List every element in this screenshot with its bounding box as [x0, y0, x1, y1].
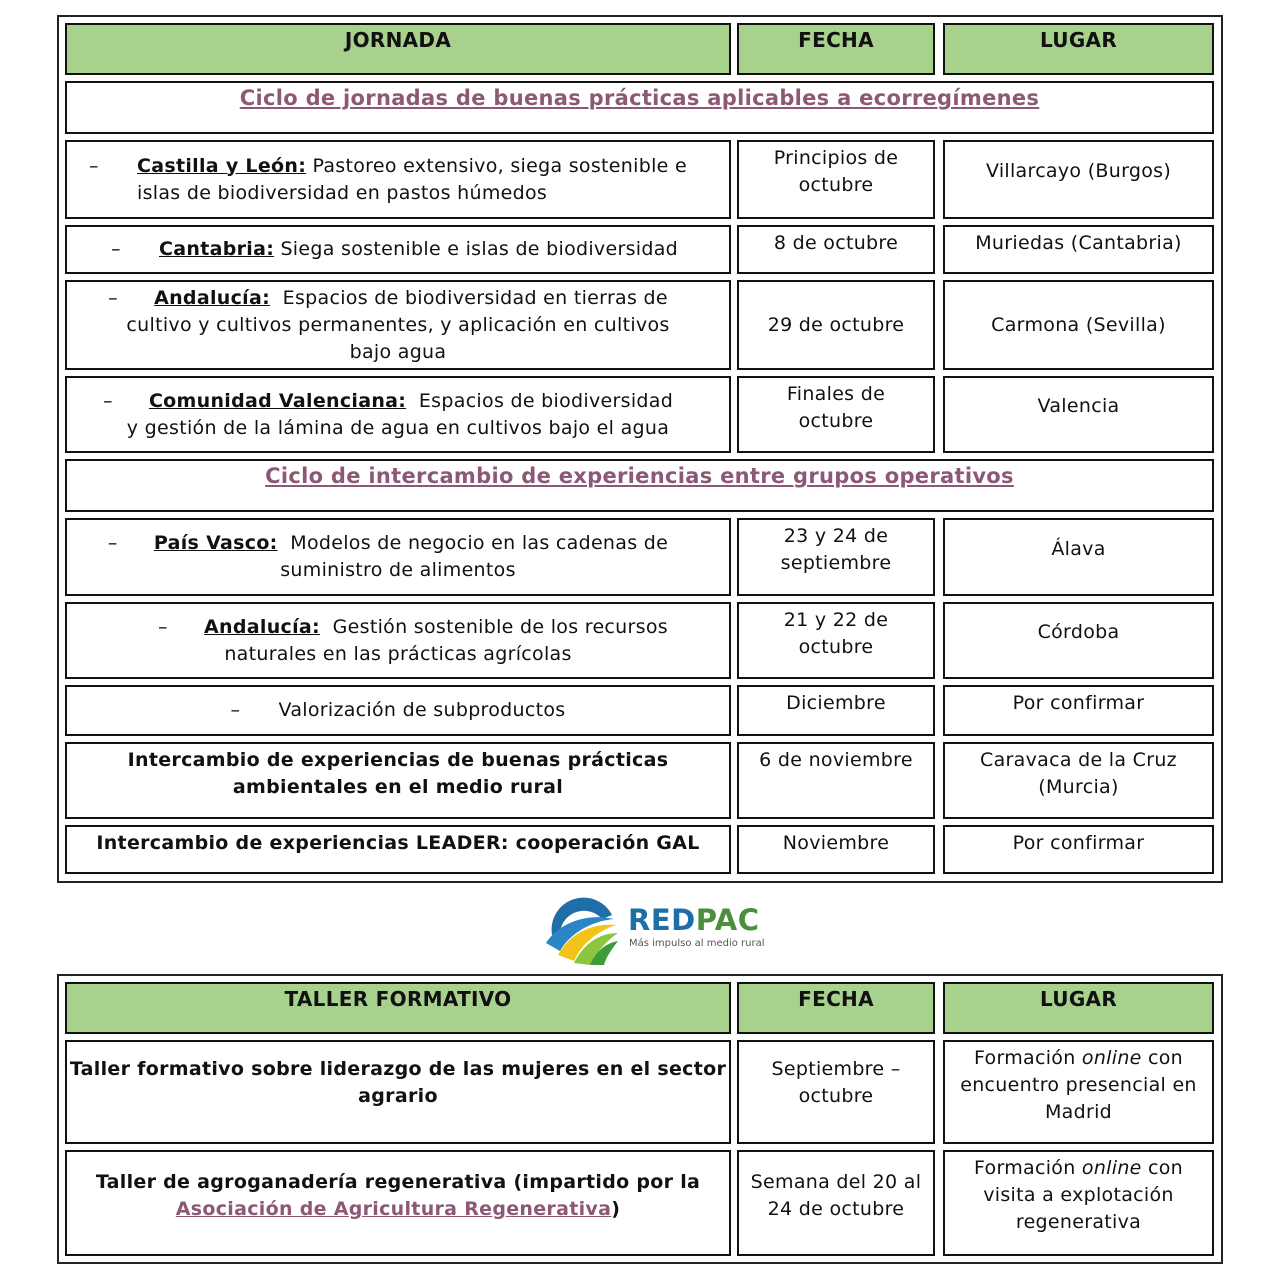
- header-lugar-label: LUGAR: [1039, 987, 1118, 1011]
- fecha-cell: [737, 1040, 935, 1144]
- header-lugar-label: LUGAR: [1039, 28, 1118, 52]
- region-label: Cantabria:: [159, 238, 275, 260]
- lugar-cell: [943, 685, 1214, 736]
- fecha-text: 8 de octubre: [773, 232, 899, 254]
- lugar-text: Álava: [1051, 537, 1106, 560]
- section-ecorregimenes: [65, 81, 1214, 134]
- fecha-cell: [737, 140, 935, 219]
- table-row-jornada: [65, 742, 731, 819]
- lugar-cell: [943, 280, 1214, 370]
- lugar-cell: [943, 1150, 1214, 1256]
- jornada-text: Intercambio de experiencias de buenas prácticas: [127, 749, 669, 771]
- jornada-text: Siega sostenible e islas de biodiversidad: [274, 238, 679, 260]
- dash-bullet: –: [158, 615, 168, 638]
- jornada-text: Espacios de biodiversidad en tierras de: [269, 286, 668, 309]
- lugar-cell: [943, 518, 1214, 596]
- lugar-text: con: [1141, 1157, 1184, 1179]
- lugar-cell: [943, 742, 1214, 819]
- jornada-text: naturales en las prácticas agrícolas: [224, 642, 572, 665]
- lugar-text: (Murcia): [1038, 776, 1119, 798]
- lugar-online: online: [1081, 1047, 1142, 1069]
- region-label: Andalucía:: [204, 615, 320, 638]
- fecha-text: Diciembre: [786, 692, 886, 714]
- jornada-text: Intercambio de experiencias LEADER: cooperación GAL: [96, 832, 700, 854]
- section-grupos-operativos: [65, 459, 1214, 512]
- fecha-cell: [737, 825, 935, 874]
- lugar-text: Muriedas (Cantabria): [975, 232, 1182, 254]
- header-jornada: [65, 23, 731, 75]
- fecha-cell: [737, 518, 935, 596]
- fecha-cell: [737, 376, 935, 453]
- taller-text: ): [611, 1198, 621, 1220]
- jornada-text: cultivo y cultivos permanentes, y aplicación en cultivos: [126, 313, 670, 336]
- lugar-text: Caravaca de la Cruz: [980, 749, 1177, 771]
- table-row-taller: [65, 1150, 731, 1256]
- lugar-online: online: [1081, 1157, 1142, 1179]
- fecha-cell: [737, 280, 935, 370]
- region-label: País Vasco:: [153, 532, 278, 554]
- fecha-text: Principios de: [773, 147, 899, 169]
- fecha-text: septiembre: [780, 552, 892, 574]
- jornada-text: islas de biodiversidad en pastos húmedos: [137, 181, 548, 204]
- region-label: Comunidad Valenciana:: [148, 389, 407, 412]
- jornada-text: Valorización de subproductos: [278, 699, 566, 721]
- jornada-text: Gestión sostenible de los recursos: [319, 615, 668, 638]
- lugar-text: encuentro presencial en: [960, 1074, 1197, 1096]
- table-row-jornada: [65, 140, 731, 219]
- taller-text: Taller formativo sobre liderazgo de las mujeres en el sector: [69, 1058, 727, 1080]
- section-title: Ciclo de jornadas de buenas prácticas aplicables a ecorregímenes: [239, 86, 1040, 110]
- header-fecha: [737, 982, 935, 1034]
- lugar-cell: [943, 602, 1214, 679]
- lugar-cell: [943, 376, 1214, 453]
- lugar-text: Madrid: [1044, 1101, 1113, 1123]
- lugar-cell: [943, 825, 1214, 874]
- logo-tagline: Más impulso al medio rural: [629, 938, 765, 949]
- table-row-jornada: [65, 280, 731, 370]
- header-fecha: [737, 23, 935, 75]
- dash-bullet: –: [111, 238, 121, 260]
- fecha-cell: [737, 225, 935, 274]
- jornada-text: Pastoreo extensivo, siega sostenible e: [306, 154, 687, 177]
- fecha-text: Semana del 20 al: [750, 1171, 922, 1193]
- fecha-text: octubre: [798, 174, 874, 196]
- fecha-text: octubre: [798, 1085, 874, 1107]
- lugar-text: Carmona (Sevilla): [991, 313, 1166, 336]
- fecha-cell: [737, 685, 935, 736]
- dash-bullet: –: [108, 286, 118, 309]
- fecha-text: 29 de octubre: [767, 313, 905, 336]
- jornada-text: ambientales en el medio rural: [232, 776, 564, 798]
- fecha-text: Finales de: [786, 383, 886, 405]
- header-fecha-label: FECHA: [798, 987, 874, 1011]
- lugar-text: visita a explotación: [983, 1184, 1174, 1206]
- lugar-text: Córdoba: [1037, 621, 1120, 643]
- lugar-text: Formación: [973, 1157, 1082, 1179]
- header-lugar: [943, 23, 1214, 75]
- fecha-text: 6 de noviembre: [759, 749, 913, 771]
- jornada-text: suministro de alimentos: [280, 559, 516, 581]
- lugar-text: con: [1141, 1047, 1184, 1069]
- table-row-jornada: [65, 376, 731, 453]
- region-label: Andalucía:: [154, 286, 270, 309]
- header-lugar: [943, 982, 1214, 1034]
- table-row-taller: [65, 1040, 731, 1144]
- header-jornada-label: JORNADA: [344, 28, 452, 52]
- fecha-text: Septiembre –: [771, 1058, 901, 1080]
- lugar-cell: [943, 225, 1214, 274]
- dash-bullet: –: [107, 532, 118, 554]
- fecha-cell: [737, 1150, 935, 1256]
- fecha-text: octubre: [798, 410, 874, 432]
- fecha-cell: [737, 742, 935, 819]
- header-taller-label: TALLER FORMATIVO: [284, 987, 512, 1011]
- dash-bullet: –: [230, 699, 241, 721]
- lugar-text: Formación: [973, 1047, 1082, 1069]
- table-row-jornada: [65, 225, 731, 274]
- lugar-cell: [943, 140, 1214, 219]
- fecha-text: 24 de octubre: [767, 1198, 905, 1220]
- table-row-jornada: [65, 685, 731, 736]
- jornada-text: Modelos de negocio en las cadenas de: [277, 532, 669, 554]
- lugar-text: regenerativa: [1015, 1211, 1142, 1233]
- fecha-cell: [737, 602, 935, 679]
- logo-red: RED: [628, 903, 696, 937]
- table-row-jornada: [65, 518, 731, 596]
- dash-bullet: –: [89, 154, 99, 177]
- lugar-text: Valencia: [1037, 395, 1120, 417]
- fecha-text: Noviembre: [782, 832, 890, 854]
- taller-text: agrario: [358, 1085, 438, 1107]
- jornada-text: Espacios de biodiversidad: [406, 389, 674, 412]
- header-fecha-label: FECHA: [798, 28, 874, 52]
- dash-bullet: –: [102, 389, 113, 412]
- lugar-text: Por confirmar: [1012, 692, 1145, 714]
- jornada-text: bajo agua: [349, 340, 447, 363]
- logo-pac: PAC: [695, 903, 760, 937]
- logo-wordmark: [628, 903, 760, 937]
- region-label: Castilla y León:: [137, 154, 307, 177]
- lugar-text: Villarcayo (Burgos): [985, 160, 1172, 182]
- section-title: Ciclo de intercambio de experiencias entre grupos operativos: [265, 464, 1014, 488]
- table-row-jornada: [65, 825, 731, 874]
- table-row-jornada: [65, 602, 731, 679]
- taller-text: Taller de agroganadería regenerativa (impartido por la: [95, 1171, 701, 1193]
- fecha-text: 21 y 22 de: [783, 609, 889, 631]
- header-taller: [65, 982, 731, 1034]
- asociacion-link[interactable]: Asociación de Agricultura Regenerativa: [175, 1198, 612, 1220]
- lugar-text: Por confirmar: [1012, 832, 1145, 854]
- jornada-text: y gestión de la lámina de agua en cultivos bajo el agua: [126, 416, 670, 439]
- lugar-cell: [943, 1040, 1214, 1144]
- fecha-text: octubre: [798, 636, 874, 658]
- fecha-text: 23 y 24 de: [783, 525, 889, 547]
